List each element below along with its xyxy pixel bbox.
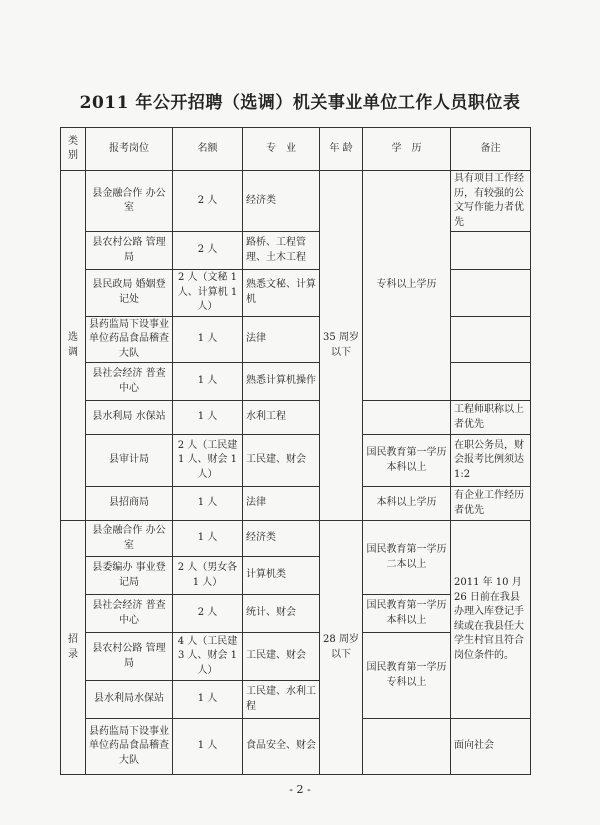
page-title: 2011 年公开招聘（选调）机关事业单位工作人员职位表: [79, 93, 521, 113]
remarks-cell: 工程师职称以上者优先: [451, 401, 531, 435]
quota-cell: 2 人: [173, 171, 243, 232]
education-cell: [363, 401, 451, 435]
remarks-cell: 具有项目工作经历，有较强的公文写作能力者优先: [451, 171, 531, 232]
header-education: 学 历: [363, 128, 451, 171]
header-category: 类 别: [61, 128, 86, 171]
major-cell: 统计、财会: [243, 595, 320, 633]
quota-cell: 2 人（工民建 1 人、财会 1 人）: [173, 435, 243, 487]
table-row: [61, 316, 531, 363]
major-cell: 熟悉文秘、计算机: [243, 270, 320, 317]
remarks-cell: 面向社会: [451, 719, 531, 775]
position-table: [60, 127, 531, 775]
position-cell: 县药监局下设事业单位药品食品稽查大队: [86, 316, 173, 363]
position-cell: 县农村公路 管理局: [86, 633, 173, 681]
position-cell: 县社会经济 普查中心: [86, 595, 173, 633]
education-cell: 国民教育第一学历专科以上: [363, 633, 451, 719]
position-cell: 县民政局 婚姻登记处: [86, 270, 173, 317]
major-cell: 工民建、水利工程: [243, 681, 320, 719]
quota-cell: 1 人: [173, 401, 243, 435]
quota-cell: 2 人: [173, 595, 243, 633]
major-cell: 工民建、财会: [243, 435, 320, 487]
quota-cell: 1 人: [173, 363, 243, 401]
major-cell: 食品安全、财会: [243, 719, 320, 775]
position-cell: 县水利局水保站: [86, 681, 173, 719]
quota-cell: 2 人（男女各 1 人）: [173, 557, 243, 595]
position-cell: 县招商局: [86, 487, 173, 521]
position-cell: 县社会经济 普查中心: [86, 363, 173, 401]
major-cell: 路桥、工程管理、土木工程: [243, 232, 320, 270]
quota-cell: 1 人: [173, 316, 243, 363]
position-cell: 县金融合作 办公室: [86, 171, 173, 232]
education-cell: [363, 719, 451, 775]
quota-cell: 1 人: [173, 719, 243, 775]
remarks-cell: [451, 232, 531, 270]
position-cell: 县金融合作 办公室: [86, 521, 173, 557]
education-cell: 专科以上学历: [363, 171, 451, 401]
table-header-row: [61, 128, 531, 171]
quota-cell: 4 人（工民建 3 人、财会 1 人）: [173, 633, 243, 681]
quota-cell: 1 人: [173, 521, 243, 557]
quota-cell: 2 人（文秘 1 人、计算机 1 人）: [173, 270, 243, 317]
category-cell-zhaolu: 招录: [61, 521, 86, 775]
remarks-cell: 有企业工作经历者优先: [451, 487, 531, 521]
major-cell: 工民建、财会: [243, 633, 320, 681]
header-quota: 名额: [173, 128, 243, 171]
position-cell: 县委编办 事业登记局: [86, 557, 173, 595]
table-row: [61, 171, 531, 232]
quota-cell: 1 人: [173, 487, 243, 521]
table-row: [61, 401, 531, 435]
major-cell: 经济类: [243, 171, 320, 232]
header-major: 专 业: [243, 128, 320, 171]
education-cell: 国民教育第一学历本科以上: [363, 435, 451, 487]
remarks-cell: [451, 270, 531, 317]
table-row: [61, 270, 531, 317]
quota-cell: 2 人: [173, 232, 243, 270]
major-cell: 法律: [243, 487, 320, 521]
major-cell: 经济类: [243, 521, 320, 557]
remarks-cell: [451, 316, 531, 363]
major-cell: 计算机类: [243, 557, 320, 595]
table-row: [61, 232, 531, 270]
age-cell-xuandiao: 35 周岁 以下: [320, 171, 363, 521]
table-row: [61, 487, 531, 521]
category-cell-xuandiao: 选调: [61, 171, 86, 521]
education-cell: 本科以上学历: [363, 487, 451, 521]
major-cell: 水利工程: [243, 401, 320, 435]
age-cell-zhaolu: 28 周岁 以下: [320, 521, 363, 775]
position-cell: 县水利局 水保站: [86, 401, 173, 435]
header-position: 报考岗位: [86, 128, 173, 171]
quota-cell: 1 人: [173, 681, 243, 719]
remarks-cell: [451, 363, 531, 401]
position-cell: 县农村公路 管理局: [86, 232, 173, 270]
education-cell: 国民教育第一学历本科以上: [363, 595, 451, 633]
education-cell: 国民教育第一学历二本以上: [363, 521, 451, 595]
position-cell: 县审计局: [86, 435, 173, 487]
position-cell: 县药监局下设事业单位药品食品稽查大队: [86, 719, 173, 775]
major-cell: 法律: [243, 316, 320, 363]
header-remarks: 备注: [451, 128, 531, 171]
table-row: [61, 719, 531, 775]
table-row: [61, 363, 531, 401]
table-row: [61, 435, 531, 487]
remarks-cell: 2011 年 10 月 26 日前在我县办理入库登记手续或在我县任大学生村官且符合岗位条件的。: [451, 521, 531, 719]
major-cell: 熟悉计算机操作: [243, 363, 320, 401]
header-age: 年 龄: [320, 128, 363, 171]
page-number: - 2 -: [289, 783, 311, 796]
remarks-cell: 在职公务员，财会报考比例须达 1:2: [451, 435, 531, 487]
table-row: [61, 521, 531, 557]
